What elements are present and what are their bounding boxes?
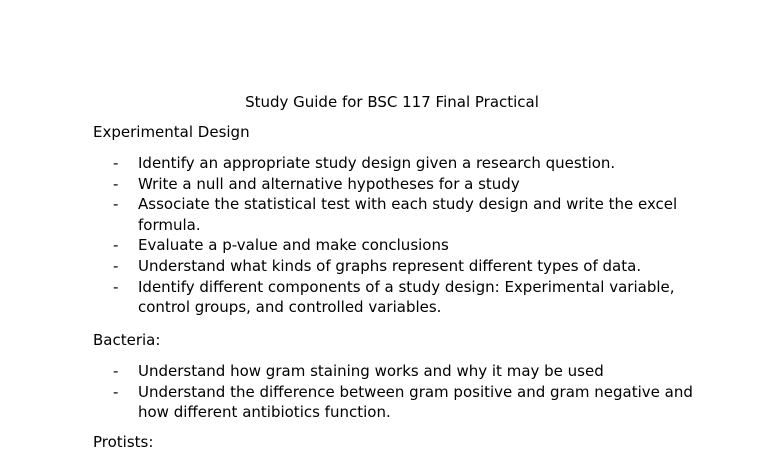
bullet-dash: - (113, 382, 119, 401)
list-item (113, 361, 713, 382)
list-item-text: Understand what kinds of graphs represent different types of data. (138, 256, 642, 275)
bullet-dash: - (113, 236, 119, 255)
list-item-text: Write a null and alternative hypotheses for a study (138, 174, 520, 193)
list-item-text: Identify an appropriate study design given a research question. (138, 154, 616, 172)
list-item (113, 256, 713, 277)
list-item (113, 235, 713, 256)
list-item-text: Identify different components of a study design: Experimental variable, control groups, and controlled variables. (138, 277, 675, 317)
list-item-text: Associate the statistical test with each study design and write the excel formula. (138, 195, 678, 234)
section-heading-protists: Protists: (93, 433, 154, 451)
list-item-text: Understand the difference between gram positive and gram negative and how different antibiotics function. (138, 382, 693, 422)
bullet-dash: - (113, 277, 119, 296)
bullet-dash: - (113, 174, 119, 193)
list-item (113, 194, 713, 235)
bullet-dash: - (113, 362, 119, 380)
bullet-dash: - (113, 154, 119, 172)
section-heading-bacteria: Bacteria: (93, 331, 161, 349)
bullet-dash: - (113, 195, 119, 214)
list-item (113, 174, 713, 195)
list-item-text: Understand how gram staining works and why it may be used (138, 362, 604, 380)
document-title: Study Guide for BSC 117 Final Practical (245, 93, 539, 111)
list-item (113, 153, 713, 174)
list-item-text: Evaluate a p-value and make conclusions (138, 236, 449, 255)
list-item (113, 277, 713, 318)
bullet-dash: - (113, 256, 119, 275)
list-item (113, 382, 713, 423)
experimental-design-list (113, 153, 713, 318)
section-heading-experimental-design: Experimental Design (93, 123, 250, 141)
bacteria-list (113, 361, 713, 423)
